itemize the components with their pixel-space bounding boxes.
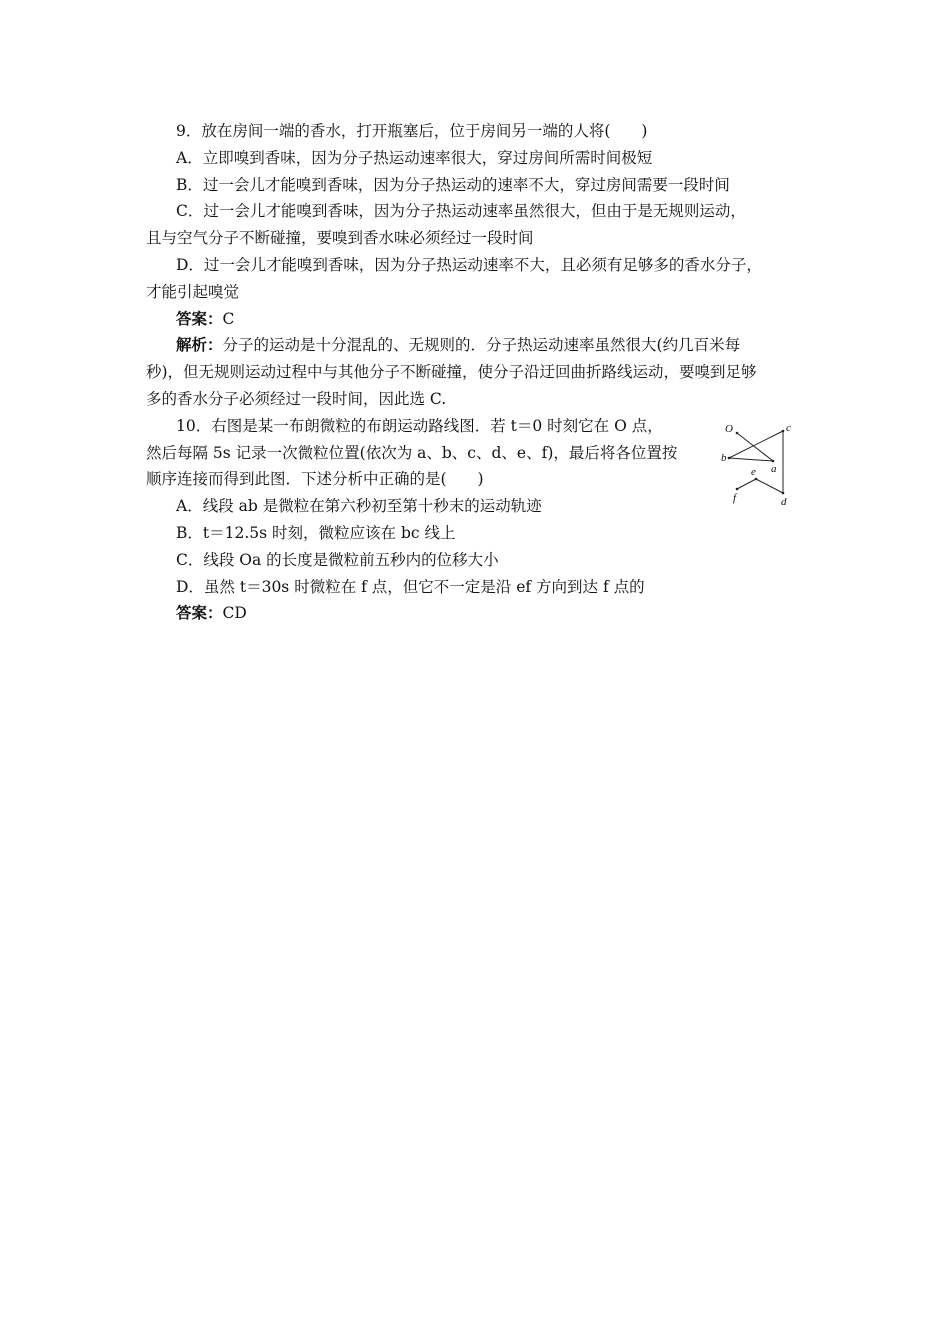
- q9-analysis-line-2: 秒)，但无规则运动过程中与其他分子不断碰撞，使分子沿迂回曲折路线运动，要嗅到足够: [146, 363, 757, 382]
- point-f: [736, 487, 739, 490]
- segment-bc: [729, 431, 783, 458]
- point-e: [755, 477, 758, 480]
- label-f: f: [733, 491, 737, 504]
- answer-label: 答案：: [176, 308, 223, 328]
- q9-option-b: B．过一会儿才能嗅到香味，因为分子热运动的速率不大，穿过房间需要一段时间: [176, 175, 730, 194]
- segment-oa: [737, 433, 773, 461]
- answer-value: CD: [222, 604, 247, 623]
- q9-option-d: D．过一会儿才能嗅到香味，因为分子热运动速率不大，且必须有足够多的香水分子，: [176, 255, 762, 274]
- q9-stem: 9．放在房间一端的香水，打开瓶塞后，位于房间另一端的人将( ): [176, 122, 648, 140]
- q10-stem-line-3: 顺序连接而得到此图．下述分析中正确的是( ): [146, 470, 484, 489]
- q9-option-d-cont: 才能引起嗅觉: [146, 282, 240, 301]
- point-c: [782, 429, 785, 432]
- q9-analysis-line-3: 多的香水分子必须经过一段时间，因此选 C.: [146, 389, 447, 408]
- q10-option-a: A．线段 ab 是微粒在第六秒初至第十秒末的运动轨迹: [176, 497, 542, 516]
- q10-answer: [146, 600, 816, 627]
- point-d: [782, 491, 785, 494]
- q10-stem-line-1: 10．右图是某一布朗微粒的布朗运动路线图．若 t＝0 时刻它在 O 点，: [176, 416, 663, 435]
- q9-analysis-line-1: [146, 332, 816, 359]
- q10-option-d: D．虽然 t＝30s 时微粒在 f 点，但它不一定是沿 ef 方向到达 f 点的: [176, 577, 645, 596]
- brownian-path-figure: [721, 419, 831, 509]
- q10-stem-line-2: 然后每隔 5s 记录一次微粒位置(依次为 a、b、c、d、e、f)，最后将各位置按: [146, 443, 678, 462]
- analysis-label: 解析：: [176, 335, 223, 355]
- label-o: O: [725, 422, 733, 435]
- label-a: a: [771, 462, 777, 475]
- label-c: c: [786, 421, 791, 434]
- point-a: [772, 459, 775, 462]
- q10-option-b: B．t＝12.5s 时刻，微粒应该在 bc 线上: [176, 523, 456, 542]
- label-e: e: [751, 465, 756, 478]
- q9-option-c-cont: 且与空气分子不断碰撞，要嗅到香水味必须经过一段时间: [146, 229, 534, 248]
- segment-ef: [737, 479, 756, 489]
- segment-de: [756, 479, 783, 493]
- answer-label: 答案：: [176, 603, 223, 623]
- q10-option-c: C．线段 Oa 的长度是微粒前五秒内的位移大小: [176, 550, 499, 569]
- analysis-text: 分子的运动是十分混乱的、无规则的．分子热运动速率虽然很大(约几百米每: [222, 336, 741, 355]
- point-o: [736, 431, 739, 434]
- label-d: d: [781, 495, 787, 508]
- answer-value: C: [222, 309, 235, 328]
- label-b: b: [721, 451, 727, 464]
- q9-option-c: C．过一会儿才能嗅到香味，因为分子热运动速率虽然很大，但由于是无规则运动，: [176, 202, 746, 221]
- document-page: [146, 118, 816, 627]
- q9-option-a: A．立即嗅到香味，因为分子热运动速率很大，穿过房间所需时间极短: [176, 148, 653, 167]
- q9-answer: [146, 306, 816, 333]
- point-b: [728, 456, 731, 459]
- segment-ab: [729, 458, 773, 461]
